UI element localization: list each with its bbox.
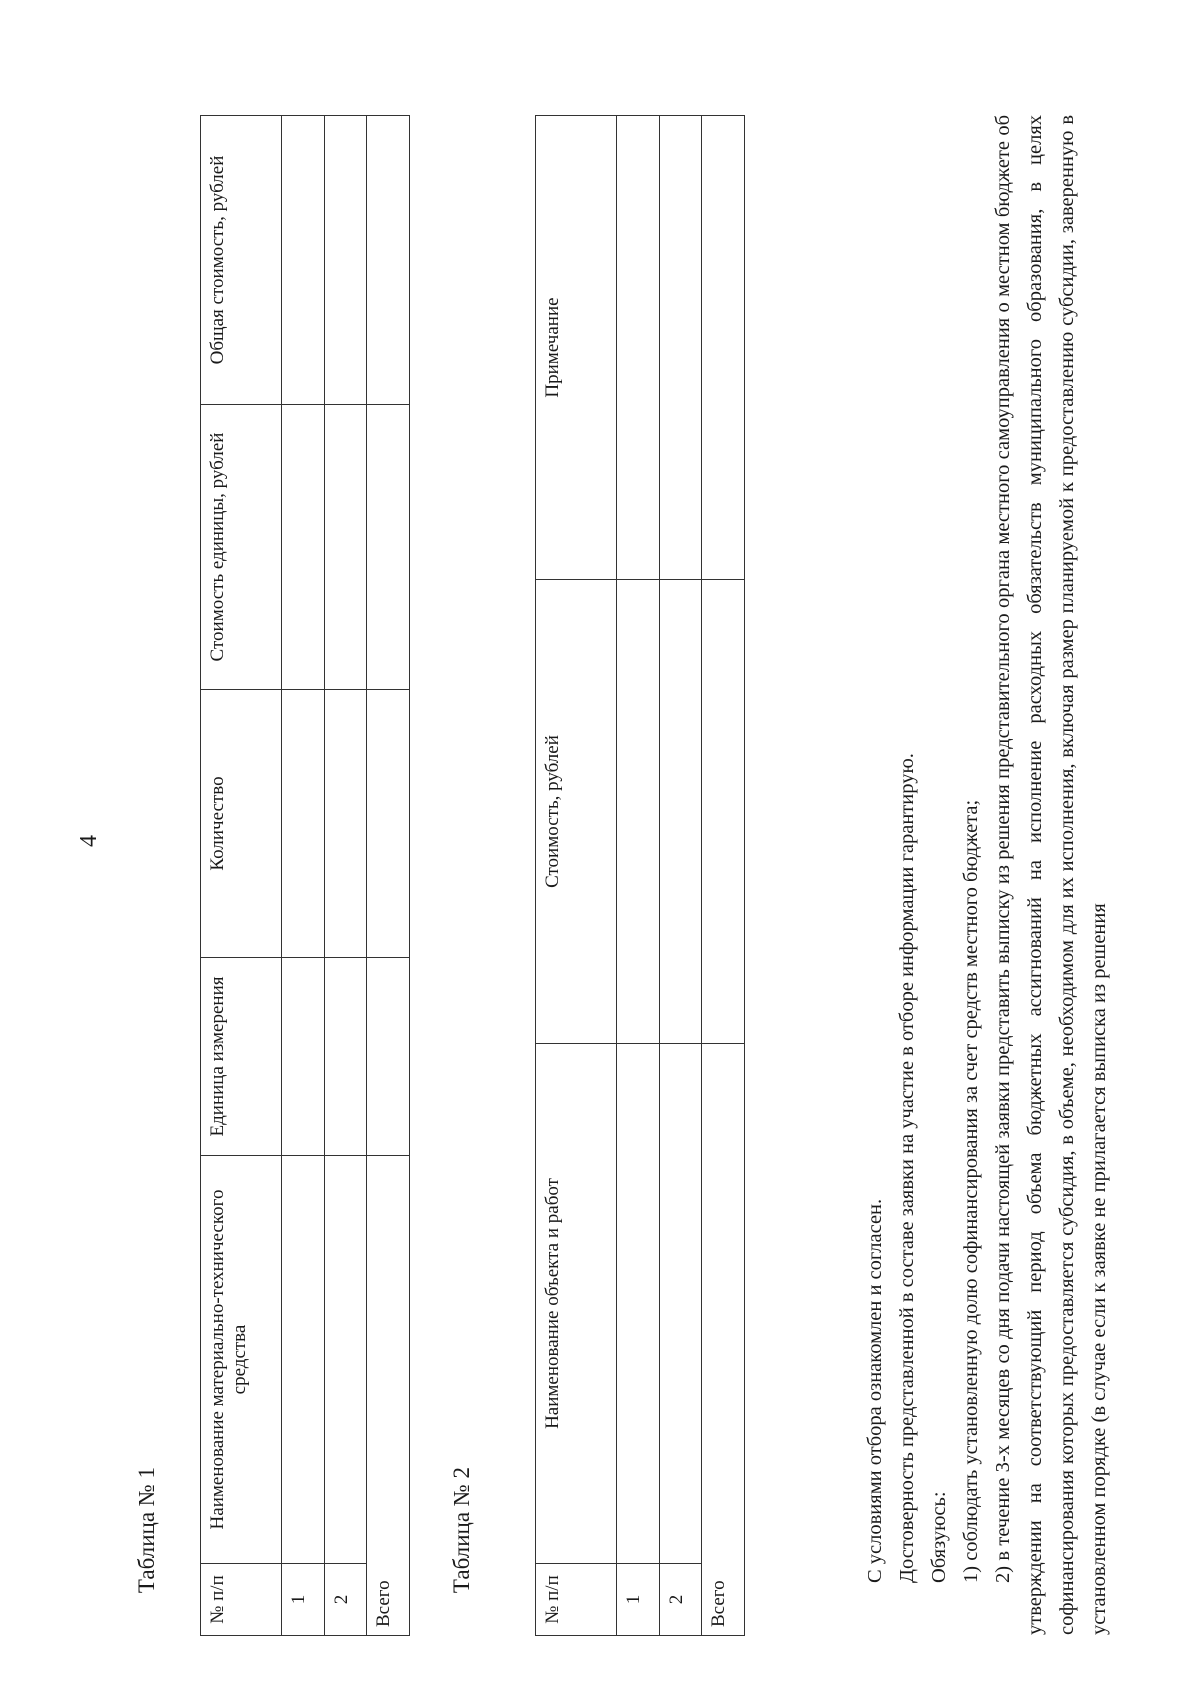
text-agreement: С условиями отбора ознакомлен и согласен. (864, 1198, 886, 1583)
table1-row2-cell (324, 958, 367, 1156)
body-text (859, 115, 1115, 1635)
table1 (200, 115, 410, 1636)
table1-row1-num: 1 (282, 1564, 325, 1636)
table1-row2-num: 2 (324, 1564, 367, 1636)
table1-header-num: № п/п (201, 1564, 282, 1636)
table2-header-num: № п/п (536, 1564, 617, 1636)
table2-header-row (536, 116, 617, 1636)
table1-row1-cell (282, 116, 325, 405)
text-obligations-heading: Обязуюсь: (928, 1491, 950, 1583)
table2-row1-num: 1 (617, 1564, 660, 1636)
table1-row1-cell (282, 690, 325, 958)
table1-header-total-cost: Общая стоимость, рублей (201, 116, 282, 405)
table2-row2-num: 2 (659, 1564, 702, 1636)
table1-row2-cell (324, 116, 367, 405)
table1-total-cell (367, 958, 410, 1156)
table1-total-cell (367, 405, 410, 690)
table-row (617, 116, 660, 1636)
table1-row2-cell (324, 690, 367, 958)
text-obligation-1: 1) соблюдать установленную долю софинансирования за счет средств местного бюджета; (960, 799, 982, 1583)
table2-row1-cell (617, 116, 660, 580)
table1-header-name: Наименование материально-технического средства (201, 1156, 282, 1564)
table-row (324, 116, 367, 1636)
table1-total-cell (367, 116, 410, 405)
table2-row2-cell (659, 116, 702, 580)
table1-header-row (201, 116, 282, 1636)
table2 (535, 115, 745, 1636)
table2-row2-cell (659, 580, 702, 1044)
table2-row1-cell (617, 580, 660, 1044)
table1-row2-cell (324, 405, 367, 690)
table-row (282, 116, 325, 1636)
table1-row1-cell (282, 405, 325, 690)
table-row (659, 116, 702, 1636)
table2-total-row (702, 116, 745, 1636)
table2-row1-cell (617, 1044, 660, 1564)
table1-caption: Таблица № 1 (134, 1467, 159, 1594)
table1-header-unit: Единица измерения (201, 958, 282, 1156)
table1-total-row (367, 116, 410, 1636)
table2-header-name: Наименование объекта и работ (536, 1044, 617, 1564)
table2-header-cost: Стоимость, рублей (536, 580, 617, 1044)
table1-total-cell (367, 690, 410, 958)
table2-total-label: Всего (702, 1044, 745, 1636)
table2-caption: Таблица № 2 (449, 1467, 474, 1594)
table1-row1-cell (282, 958, 325, 1156)
table1-row1-cell (282, 1156, 325, 1564)
page-number: 4 (76, 835, 102, 847)
table2-row2-cell (659, 1044, 702, 1564)
text-guarantee: Достоверность представленной в составе заявки на участие в отборе информации гарантирую. (896, 753, 918, 1583)
table1-total-label: Всего (367, 1156, 410, 1636)
table1-row2-cell (324, 1156, 367, 1564)
table1-header-qty: Количество (201, 690, 282, 958)
text-obligation-2: 2) в течение 3-х месяцев со дня подачи настоящей заявки представить выписку из решения представительного органа местного самоуправления о местном бюджете об утверждении на соответствующий период объема бюджетных ассигнований на исполнение расходных обязательств муниципального образования, в целях софинансирования которых предоставляется субсидия, в объеме, необходимом для их исполнения, включая размер планируемой к предоставлению субсидии, заверенную в установленном порядке (в случае если к заявке не прилагается выписка из решения (992, 115, 1110, 1635)
table2-total-cell (702, 116, 745, 580)
table2-total-cell (702, 580, 745, 1044)
table2-header-note: Примечание (536, 116, 617, 580)
table1-header-unit-cost: Стоимость единицы, рублей (201, 405, 282, 690)
